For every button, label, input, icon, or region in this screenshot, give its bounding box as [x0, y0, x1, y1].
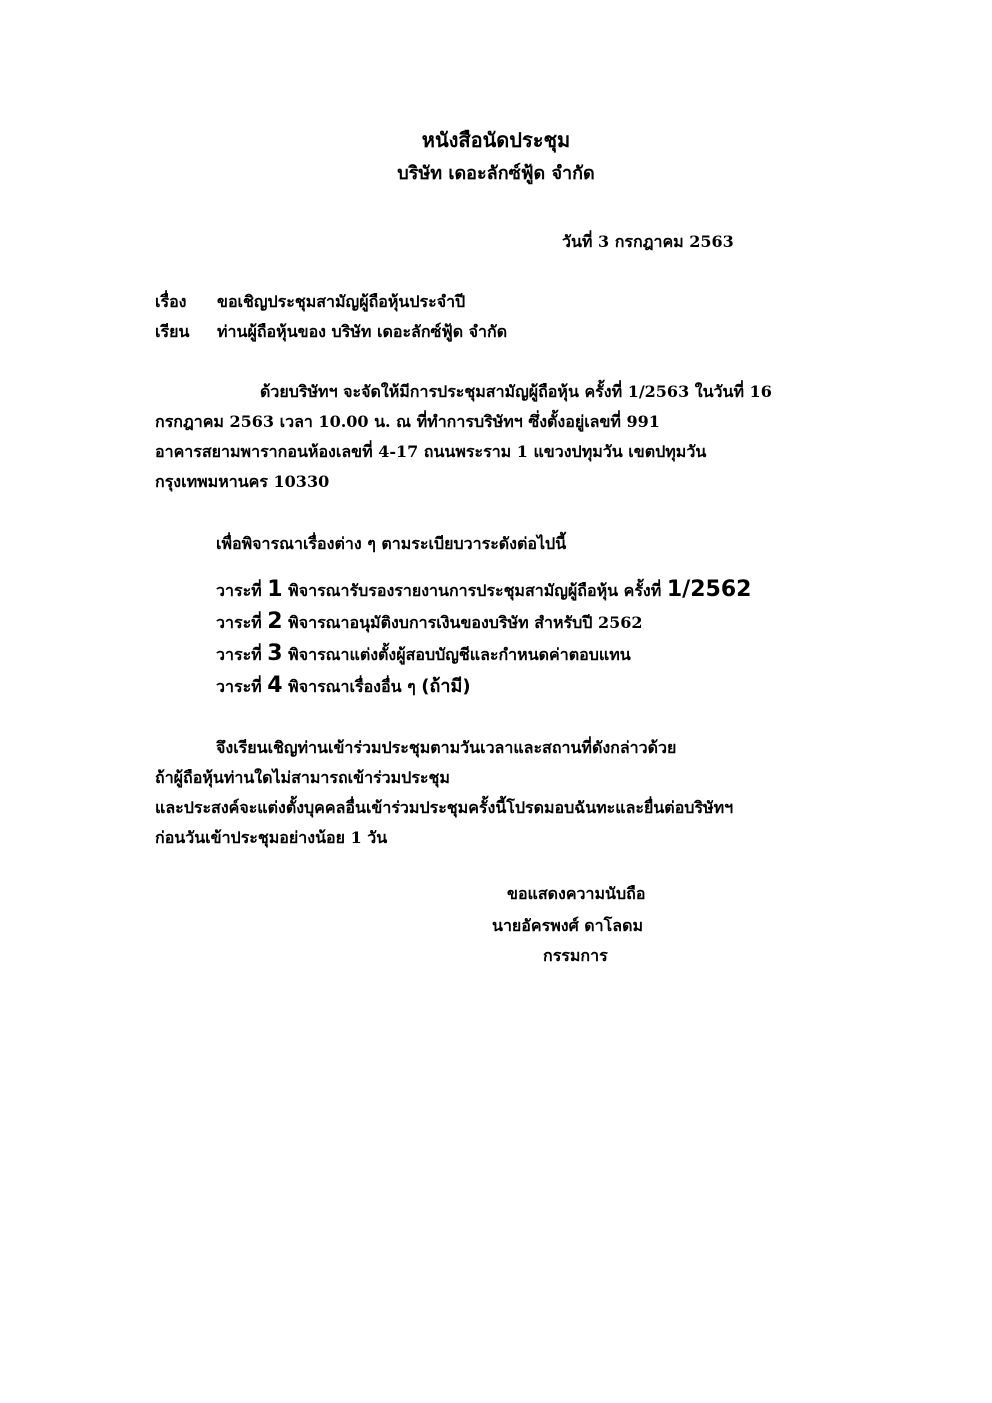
agenda-item: [216, 641, 631, 666]
signature-position: กรรมการ: [543, 946, 608, 965]
agenda-note: (ถ้ามี): [421, 676, 471, 697]
agenda-meeting-ref: 1/2562: [666, 577, 752, 602]
subject-line: [155, 292, 465, 312]
closing-line: จึงเรียนเชิญท่านเข้าร่วมประชุมตามวันเวลาและสถานที่ดังกล่าวด้วย: [216, 738, 677, 757]
agenda-prefix: วาระที่: [216, 581, 262, 600]
agenda-prefix: วาระที่: [216, 613, 262, 632]
body-paragraph-line: กรกฎาคม 2563 เวลา 10.00 น. ณ ที่ทำการบริษัทฯ ซึ่งตั้งอยู่เลขที่ 991: [155, 412, 660, 431]
agenda-text: พิจารณารับรองรายงานการประชุมสามัญผู้ถือหุ้น ครั้งที่: [288, 581, 662, 600]
body-paragraph-line: ด้วยบริษัทฯ จะจัดให้มีการประชุมสามัญผู้ถือหุ้น ครั้งที่ 1/2563 ในวันที่ 16: [260, 382, 772, 401]
agenda-intro: เพื่อพิจารณาเรื่องต่าง ๆ ตามระเบียบวาระดังต่อไปนี้: [216, 534, 567, 553]
agenda-number: 1: [267, 577, 283, 602]
recipient-text: ท่านผู้ถือหุ้นของ บริษัท เดอะลักซ์ฟู้ด จำกัด: [217, 322, 508, 341]
agenda-item: [216, 609, 643, 634]
signature-name: นายอัครพงศ์ ดาโลดม: [492, 916, 643, 935]
agenda-prefix: วาระที่: [216, 645, 262, 664]
recipient-line: [155, 322, 507, 342]
agenda-item: [216, 673, 471, 698]
agenda-number: 3: [267, 641, 283, 666]
agenda-text: พิจารณาอนุมัติงบการเงินของบริษัท สำหรับปี 2562: [288, 613, 643, 632]
agenda-text: พิจารณาเรื่องอื่น ๆ: [288, 677, 416, 696]
recipient-label: เรียน: [155, 322, 190, 341]
body-paragraph-line: อาคารสยามพารากอนห้องเลขที่ 4-17 ถนนพระราม 1 แขวงปทุมวัน เขตปทุมวัน: [155, 442, 707, 461]
closing-line: และประสงค์จะแต่งตั้งบุคคลอื่นเข้าร่วมประชุมครั้งนี้โปรดมอบฉันทะและยื่นต่อบริษัทฯ: [155, 798, 734, 817]
company-name: บริษัท เดอะลักซ์ฟู้ด จำกัด: [397, 163, 595, 184]
letter-date: วันที่ 3 กรกฎาคม 2563: [562, 232, 734, 251]
agenda-number: 4: [267, 673, 283, 698]
body-paragraph-line: กรุงเทพมหานคร 10330: [155, 472, 330, 491]
agenda-text: พิจารณาแต่งตั้งผู้สอบบัญชีและกำหนดค่าตอบแทน: [288, 645, 631, 664]
signature-regards: ขอแสดงความนับถือ: [507, 884, 646, 903]
agenda-prefix: วาระที่: [216, 677, 262, 696]
agenda-item: [216, 577, 752, 602]
subject-label: เรื่อง: [155, 292, 187, 311]
agenda-number: 2: [267, 609, 283, 634]
document-title: หนังสือนัดประชุม: [421, 128, 571, 152]
closing-line: ถ้าผู้ถือหุ้นท่านใดไม่สามารถเข้าร่วมประชุม: [155, 768, 450, 787]
subject-text: ขอเชิญประชุมสามัญผู้ถือหุ้นประจำปี: [217, 292, 466, 311]
closing-line: ก่อนวันเข้าประชุมอย่างน้อย 1 วัน: [155, 828, 388, 847]
